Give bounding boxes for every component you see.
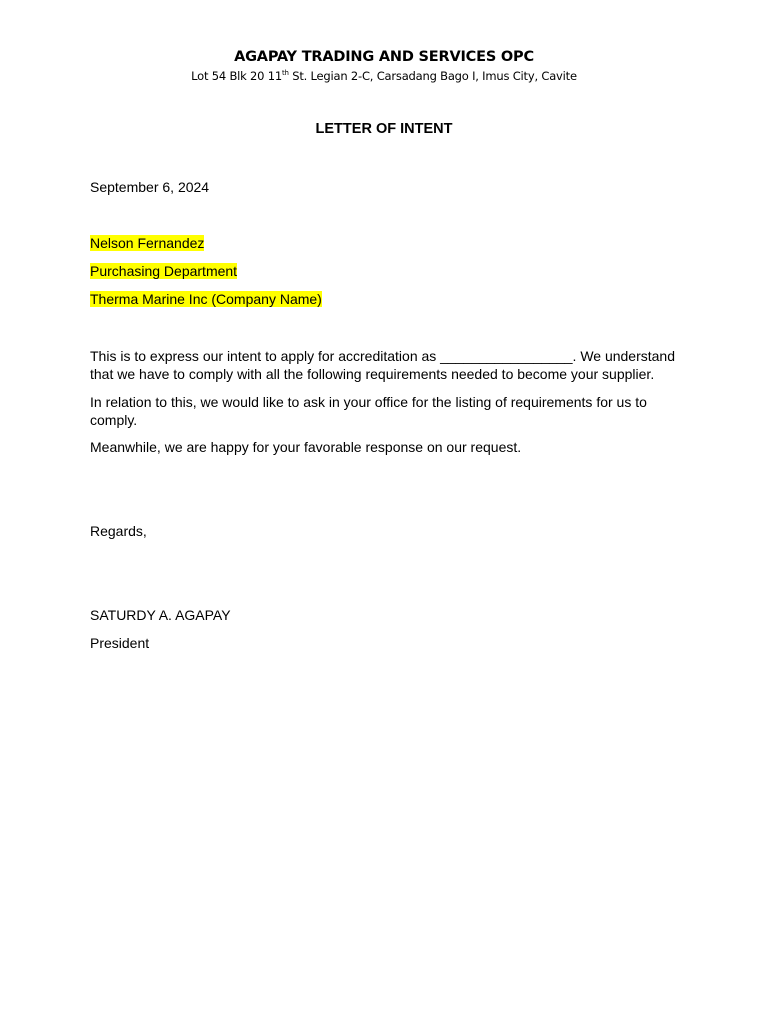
recipient-name bbox=[90, 234, 204, 252]
signatory-title: President bbox=[90, 635, 150, 651]
recipient-company-highlight: Therma Marine Inc (Company Name) bbox=[90, 291, 322, 307]
body-paragraph-2-line-1: In relation to this, we would like to ask in your office for the listing of requirements for us to bbox=[90, 394, 647, 410]
letter-date: September 6, 2024 bbox=[90, 179, 210, 195]
recipient-department-highlight: Purchasing Department bbox=[90, 263, 238, 279]
address-part-2: St. Legian 2-C, Carsadang Bago I, Imus City, Cavite bbox=[288, 69, 577, 83]
recipient-department bbox=[90, 262, 237, 280]
company-address bbox=[0, 69, 768, 83]
closing-salutation: Regards, bbox=[90, 523, 147, 539]
body-paragraph-3: Meanwhile, we are happy for your favorable response on our request. bbox=[90, 439, 522, 455]
signatory-name: SATURDY A. AGAPAY bbox=[90, 607, 231, 623]
company-name: AGAPAY TRADING AND SERVICES OPC bbox=[234, 49, 534, 65]
body-paragraph-1-line-1: This is to express our intent to apply for accreditation as _________________. We understand bbox=[90, 348, 676, 364]
recipient-company bbox=[90, 290, 322, 308]
body-paragraph-1-line-2: that we have to comply with all the following requirements needed to become your supplier. bbox=[90, 366, 655, 382]
body-paragraph-2-line-2: comply. bbox=[90, 412, 138, 428]
address-part-1: Lot 54 Blk 20 11 bbox=[191, 69, 282, 83]
recipient-name-highlight: Nelson Fernandez bbox=[90, 235, 205, 251]
address-ordinal-suffix: th bbox=[281, 69, 289, 77]
letter-title: LETTER OF INTENT bbox=[315, 121, 453, 137]
